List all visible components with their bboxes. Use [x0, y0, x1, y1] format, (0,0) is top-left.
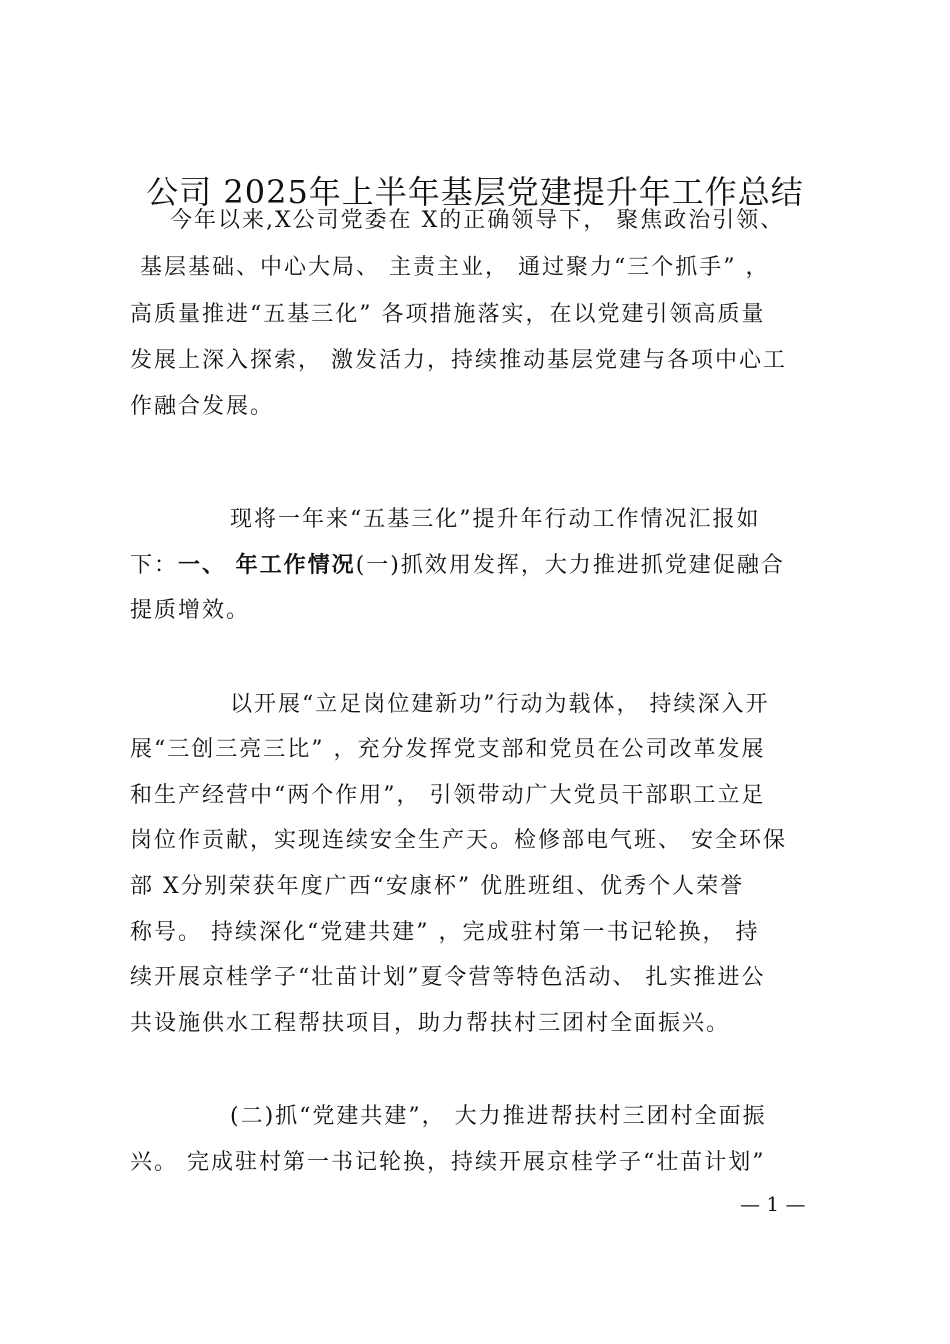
paragraph-1-line-1: 今年以来,X公司党委在 X的正确领导下， 聚焦政治引领、: [170, 208, 785, 233]
paragraph-3-line-3: 和生产经营中“两个作用”， 引领带动广大党员干部职工立足: [130, 783, 766, 808]
paragraph-1-line-4: 发展上深入探索， 激发活力，持续推动基层党建与各项中心工: [130, 348, 787, 373]
paragraph-3-line-4: 岗位作贡献，实现连续安全生产天。检修部电气班、 安全环保: [130, 828, 787, 853]
page-number: — 1 —: [740, 1192, 806, 1216]
section-heading-one: 一、 年工作情况: [178, 552, 356, 578]
paragraph-2-line-3: 提质增效。: [130, 598, 251, 623]
paragraph-2-line-2: [130, 550, 830, 581]
paragraph-3-line-8: 共设施供水工程帮扶项目，助力帮扶村三团村全面振兴。: [130, 1011, 731, 1036]
document-title: 公司 2025年上半年基层党建提升年工作总结: [146, 173, 804, 211]
paragraph-3-line-6: 称号。 持续深化“党建共建” ，完成驻村第一书记轮换， 持: [130, 920, 760, 945]
paragraph-3-line-2: 展“三创三亮三比” ，充分发挥党支部和党员在公司改革发展: [130, 737, 766, 762]
paragraph-3-line-1: 以开展“立足岗位建新功”行动为载体， 持续深入开: [230, 692, 770, 717]
paragraph-4-line-1: (二)抓“党建共建”， 大力推进帮扶村三团村全面振: [230, 1104, 767, 1129]
paragraph-2-line-2-rest: (一)抓效用发挥，大力推进抓党建促融合: [355, 553, 785, 578]
paragraph-2-line-2-prefix: 下：: [130, 553, 179, 578]
paragraph-3-line-7: 续开展京桂学子“壮苗计划”夏令营等特色活动、 扎实推进公: [130, 965, 766, 990]
paragraph-1-line-3: 高质量推进“五基三化” 各项措施落实，在以党建引领高质量: [130, 302, 766, 327]
paragraph-1-line-2: 基层基础、中心大局、 主责主业， 通过聚力“三个抓手” ，: [140, 255, 770, 280]
paragraph-3-line-5: 部 X分别荣获年度广西“安康杯” 优胜班组、优秀个人荣誉: [130, 874, 745, 899]
paragraph-1-line-5: 作融合发展。: [130, 394, 275, 419]
paragraph-4-line-2: 兴。 完成驻村第一书记轮换，持续开展京桂学子“壮苗计划”: [130, 1150, 766, 1175]
paragraph-2-line-1: 现将一年来“五基三化”提升年行动工作情况汇报如: [230, 507, 761, 532]
